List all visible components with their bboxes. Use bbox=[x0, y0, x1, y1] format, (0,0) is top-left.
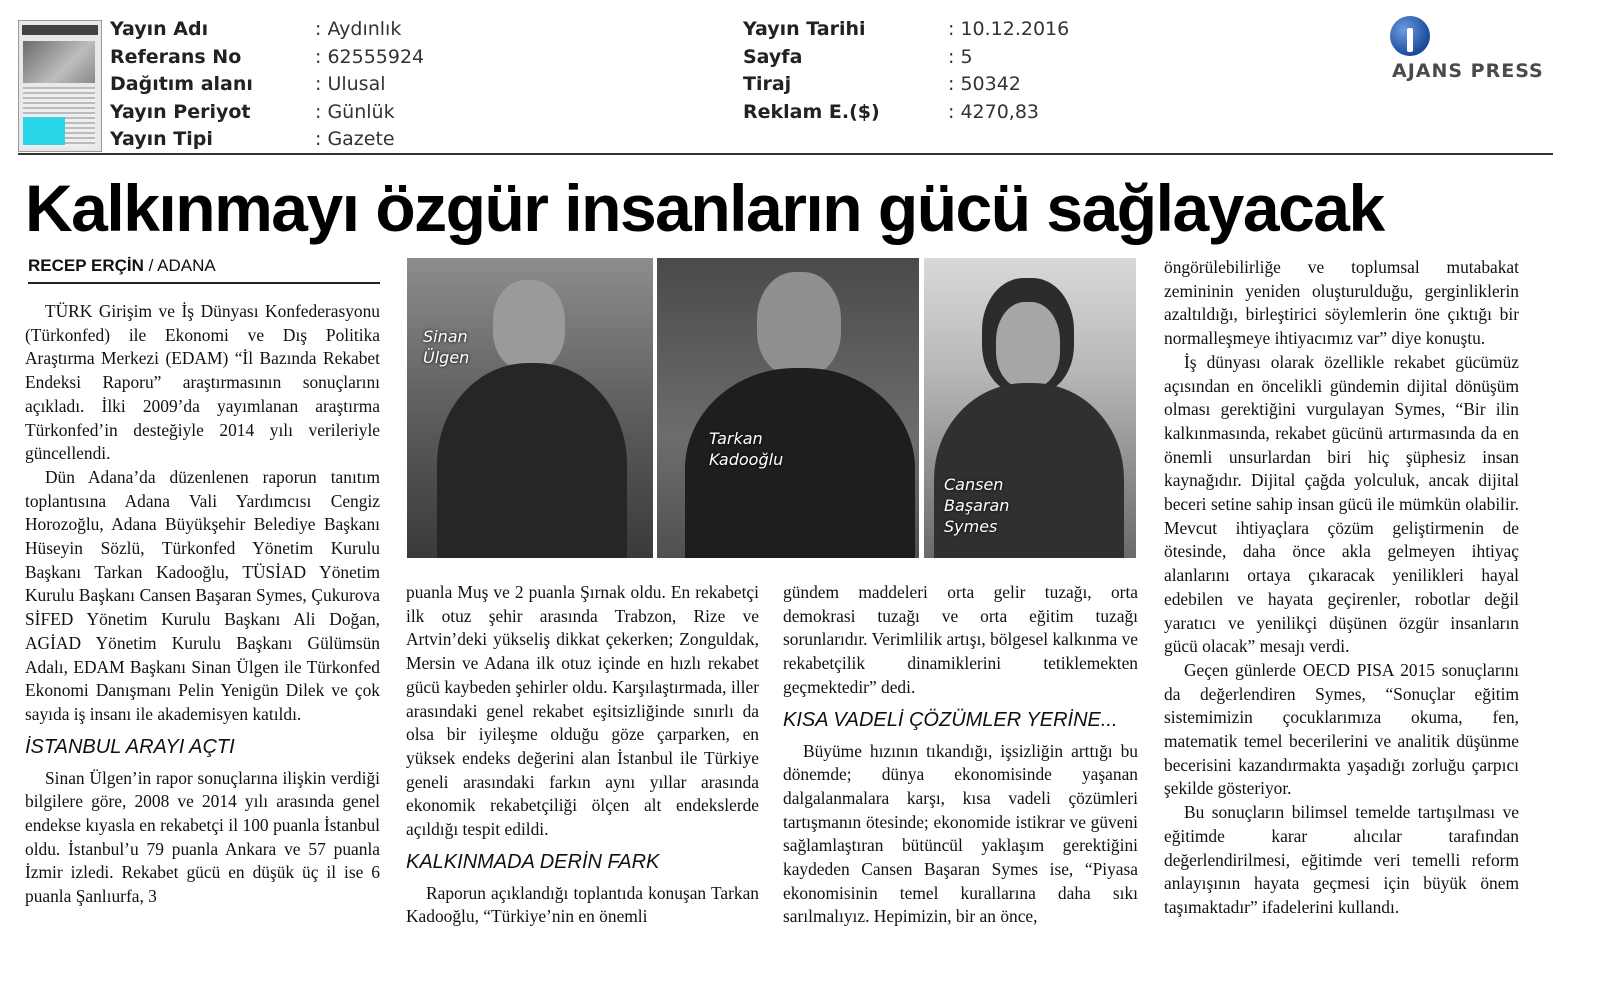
meta-value: : 50342 bbox=[948, 73, 1021, 95]
header-divider bbox=[18, 153, 1553, 155]
logo-text: AJANS PRESS bbox=[1392, 60, 1544, 82]
meta-row-yayin-periyot bbox=[110, 99, 490, 127]
meta-label: Dağıtım alanı bbox=[110, 73, 253, 95]
subheading: İSTANBUL ARAYI AÇTI bbox=[25, 735, 235, 758]
paragraph: puanla Muş ve 2 puanla Şırnak oldu. En rekabetçi ilk otuz şehir arasında Trabzon, Rize ve Artvin’deki yükseliş dikkat çekerken; Zonguldak, Mersin ve Adana ilk otuz içinde en hızlı rekabet gücü kaybeden şehirler oldu. Karşılaştırmada, iller arasındaki genel rekabet eşitsizliğinde sınırlı da olsa bir iyileşme olduğu göze çarparken, en yüksek endeks değerini alan İstanbul ile Türkiye geneli arasındaki farkın aynı yıllar arasında ekonomik rekabetçiliği ölçen alt endekslerde açıldığı tespit edildi. bbox=[406, 582, 759, 840]
page-bottom-margin bbox=[0, 950, 1611, 1000]
paragraph: Raporun açıklandığı toplantıda konuşan Tarkan Kadooğlu, “Türkiye’nin en önemli bbox=[406, 882, 759, 927]
paragraph: öngörülebilirliğe ve toplumsal mutabakat zemininin yeniden oluşturulduğu, gerginliklerin azaltıldığı, birleştirici söylemlerin öne çıktığı bir normalleşmeye ihtiyacımız var” diye konuştu. bbox=[1164, 257, 1519, 349]
photo-sinan-ulgen bbox=[407, 258, 653, 558]
meta-label: Yayın Adı bbox=[110, 18, 209, 40]
byline-location: / ADANA bbox=[143, 256, 216, 275]
paragraph: gündem maddeleri orta gelir tuzağı, orta demokrasi tuzağı ve orta eğitim tuzağı sorunlarıdır. Verimlilik artışı, bölgesel kalkınma ve rekabetçilik dinamiklerini tetiklemekten geçmektedir” dedi. bbox=[783, 582, 1138, 697]
paragraph: Büyüme hızının tıkandığı, işsizliğin arttığı bu dönemde; dünya ekonomisinde yaşanan dalgalanmalara karşı, kısa vadeli çözümleri tartışmanın ötesinde; ekonomide istikrar ve güveni sağlamlaştıran bütüncül yaklaşım gerektiğini kaydeden Cansen Başaran Symes ise, “Piyasa ekonomisinin temel kurallarına daha sıkı sarılmalıyız. Hepimizin, bir an önce, bbox=[783, 740, 1138, 927]
meta-label: Referans No bbox=[110, 45, 242, 68]
meta-label: Sayfa bbox=[743, 45, 803, 68]
photo-strip bbox=[407, 258, 1136, 558]
meta-row-yayin-tarihi bbox=[743, 16, 1123, 44]
paragraph: İş dünyası olarak özellikle rekabet gücümüz açısından en öncelikli gündemin dijital dönüşüm olması gerektiğini vurgulayan Symes, “Bir ilin kalkınmasında, rekabet gücünü artırmasında da en önemli unsurlardan biri hiç şüphesiz insan kaynağıdır. Dijital çağda yolculuk, ancak dijital beceri setine sahip insan gücü ile mümkün olabilir. Mevcut ihtiyaçlara çözüm geliştirmenin de ötesinde, daha önce akla gelmeyen ihtiyaç alanlarını ortaya çıkaracak yenilikleri hayal edebilen ve hayata geçirenler, robotlar değil yaratıcı ve yenilikçi düşünen özgür insanların gücü olacak” mesajı verdi. bbox=[1164, 351, 1519, 657]
meta-label: Reklam E.($) bbox=[743, 100, 880, 123]
meta-left bbox=[110, 16, 490, 154]
article-column-2 bbox=[406, 581, 759, 929]
caption-line: Sinan bbox=[423, 327, 468, 346]
article-headline: Kalkınmayı özgür insanların gücü sağlayacak bbox=[25, 171, 1384, 245]
meta-row-yayin-adi bbox=[110, 16, 490, 44]
photo-tarkan-kadooglu bbox=[657, 258, 919, 558]
meta-label: Tiraj bbox=[743, 73, 792, 95]
byline bbox=[28, 256, 380, 284]
ajans-press-logo bbox=[1388, 16, 1558, 86]
article-column-4 bbox=[1164, 256, 1519, 920]
meta-row-dagitim-alani bbox=[110, 71, 490, 99]
meta-value: : 62555924 bbox=[315, 45, 425, 68]
subheading: KALKINMADA DERİN FARK bbox=[406, 850, 660, 873]
meta-row-referans-no bbox=[110, 44, 490, 72]
paragraph: Geçen günlerde OECD PISA 2015 sonuçlarını da değerlendiren Symes, “Sonuçlar eğitim sistemimizin çocuklarımıza okuma, fen, matematik temel becerilerini ve analitik düşünme becerisini kazandırmakta yaşadığı zorluğu çarpıcı şekilde gösteriyor. bbox=[1164, 659, 1519, 799]
meta-right bbox=[743, 16, 1123, 126]
meta-value: : 4270,83 bbox=[948, 100, 1040, 123]
meta-value: : Günlük bbox=[315, 100, 395, 123]
byline-author: RECEP ERÇİN bbox=[28, 256, 144, 275]
paragraph: Dün Adana’da düzenlenen raporun tanıtım toplantısına Adana Vali Yardımcısı Cengiz Horozoğlu, Adana Büyükşehir Belediye Başkanı Hüseyin Sözlü, Türkonfed Yönetim Kurulu Başkanı Tarkan Kadooğlu, TÜSİAD Yönetim Kurulu Başkanı Cansen Başaran Symes, Çukurova SİFED Yönetim Kurulu Başkanı Ali Doğan, AGİAD Yönetim Kurulu Başkanı Gülümsün Adalı, EDAM Başkanı Sinan Ülgen ile Türkonfed Ekonomi Danışmanı Pelin Yenigün Dilek ve çok sayıda iş insanı ile akademisyen katıldı. bbox=[25, 466, 380, 724]
article-column-1 bbox=[25, 300, 380, 909]
meta-row-sayfa bbox=[743, 44, 1123, 72]
caption-line: Kadooğlu bbox=[709, 450, 784, 469]
meta-row-reklam bbox=[743, 99, 1123, 127]
caption-line: Başaran bbox=[944, 496, 1010, 515]
caption-line: Tarkan bbox=[709, 429, 763, 448]
caption-line: Symes bbox=[944, 517, 998, 536]
logo-mark-icon bbox=[1390, 16, 1430, 56]
meta-value: : 5 bbox=[948, 45, 973, 68]
meta-label: Yayın Tipi bbox=[110, 128, 213, 150]
paragraph: Sinan Ülgen’in rapor sonuçlarına ilişkin verdiği bilgilere göre, 2008 ve 2014 yılı arasında genel endekse kıyasla en rekabetçi il 100 puanla İstanbul oldu. İstanbul’u 79 puanla Ankara ve 57 puanla İzmir izledi. Rekabet gücü en düşük üç il ise 6 puanla Şanlıurfa, 3 bbox=[25, 767, 380, 907]
meta-label: Yayın Tarihi bbox=[743, 18, 866, 40]
meta-value: : 10.12.2016 bbox=[948, 18, 1070, 40]
article-column-3 bbox=[783, 581, 1138, 929]
newspaper-thumbnail bbox=[18, 20, 102, 152]
meta-value: : Aydınlık bbox=[315, 18, 402, 40]
caption-line: Ülgen bbox=[423, 348, 470, 367]
meta-row-tiraj bbox=[743, 71, 1123, 99]
meta-row-yayin-tipi bbox=[110, 126, 490, 154]
photo-cansen-basaran-symes bbox=[924, 258, 1136, 558]
meta-value: : Ulusal bbox=[315, 73, 386, 95]
meta-value: : Gazete bbox=[315, 128, 395, 150]
paragraph: TÜRK Girişim ve İş Dünyası Konfederasyonu (Türkonfed) ile Ekonomi ve Dış Politika Araştırma Merkezi (EDAM) “İl Bazında Rekabet Endeksi Raporu” araştırmasının sonuçlarını açıkladı. İlki 2009’da yayımlanan araştırma Türkonfed’in desteğiyle 2014 yılı verileriyle güncellendi. bbox=[25, 301, 380, 464]
subheading: KISA VADELİ ÇÖZÜMLER YERİNE... bbox=[783, 708, 1118, 731]
paragraph: Bu sonuçların bilimsel temelde tartışılması ve eğitimde karar alıcılar tarafından değerlendirilmesi, eğitimde veri temelli reform anlayışının hayata geçmesi için büyük önem taşımaktadır” ifadelerini kullandı. bbox=[1164, 802, 1519, 917]
meta-label: Yayın Periyot bbox=[110, 100, 251, 123]
caption-line: Cansen bbox=[944, 475, 1004, 494]
